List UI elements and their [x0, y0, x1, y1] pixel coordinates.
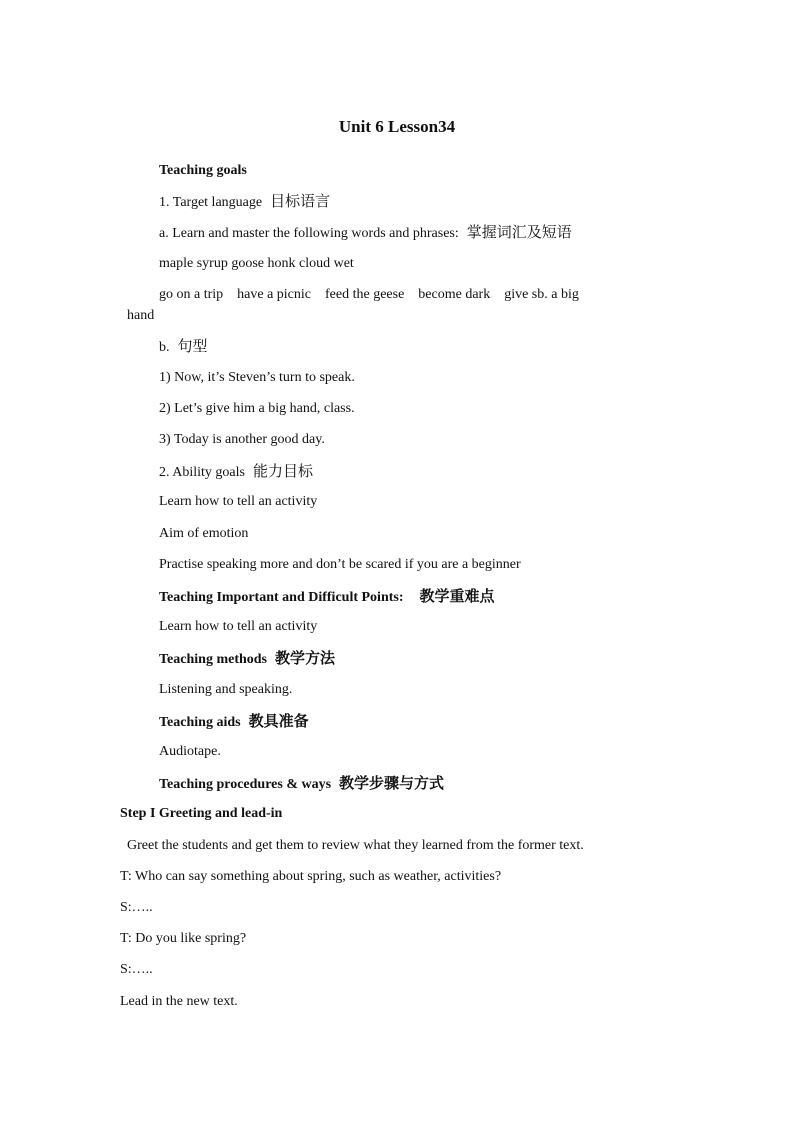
teaching-goals-heading: Teaching goals	[159, 163, 247, 178]
student-answer-1: S:…..	[120, 900, 153, 915]
lead-in-line: Lead in the new text.	[120, 994, 238, 1009]
important-points-cn: 教学重难点	[419, 587, 495, 605]
learn-tell-2-line: Learn how to tell an activity	[159, 619, 318, 634]
teacher-question-1: T: Who can say something about spring, such as weather, activities?	[120, 869, 502, 884]
sentence-3: 3) Today is another good day.	[159, 432, 325, 447]
sentence-patterns-cn: 句型	[177, 337, 208, 355]
important-points-text: Teaching Important and Difficult Points:	[159, 590, 404, 605]
aids-line	[159, 712, 309, 732]
ability-goals-line	[159, 462, 313, 482]
vocab-words-line: maple syrup goose honk cloud wet	[159, 256, 354, 271]
target-language-text: 1. Target language	[159, 195, 263, 210]
sentence-patterns-text: b.	[159, 340, 170, 355]
page-title: Unit 6 Lesson34	[338, 117, 456, 136]
audiotape-line: Audiotape.	[159, 744, 221, 759]
target-language-line	[159, 192, 330, 212]
procedures-cn: 教学步骤与方式	[339, 774, 445, 792]
sentence-1: 1) Now, it’s Steven’s turn to speak.	[159, 370, 355, 385]
ability-goals-text: 2. Ability goals	[159, 465, 245, 480]
important-points-line	[159, 587, 495, 607]
student-answer-2: S:…..	[120, 962, 153, 977]
target-language-cn: 目标语言	[270, 192, 331, 210]
procedures-line	[159, 774, 444, 794]
sentence-patterns-line	[159, 337, 208, 357]
learn-master-line	[159, 223, 572, 243]
phrases-line-1: go on a trip have a picnic feed the geese become dark give sb. a big	[159, 287, 579, 302]
ability-goals-cn: 能力目标	[252, 462, 313, 480]
methods-line	[159, 649, 335, 669]
aim-emotion-line: Aim of emotion	[159, 526, 249, 541]
aids-cn: 教具准备	[248, 712, 309, 730]
step-1-heading: Step I Greeting and lead-in	[120, 806, 283, 821]
methods-cn: 教学方法	[275, 649, 336, 667]
listening-line: Listening and speaking.	[159, 682, 293, 697]
methods-text: Teaching methods	[159, 652, 268, 667]
practise-line: Practise speaking more and don’t be scared if you are a beginner	[159, 557, 521, 572]
aids-text: Teaching aids	[159, 715, 241, 730]
teacher-question-2: T: Do you like spring?	[120, 931, 247, 946]
learn-tell-line: Learn how to tell an activity	[159, 494, 318, 509]
phrases-line-2: hand	[127, 308, 155, 323]
learn-master-text: a. Learn and master the following words and phrases:	[159, 226, 459, 241]
greet-line: Greet the students and get them to review what they learned from the former text.	[127, 838, 584, 853]
learn-master-cn: 掌握词汇及短语	[466, 223, 572, 241]
sentence-2: 2) Let’s give him a big hand, class.	[159, 401, 355, 416]
procedures-text: Teaching procedures & ways	[159, 777, 332, 792]
